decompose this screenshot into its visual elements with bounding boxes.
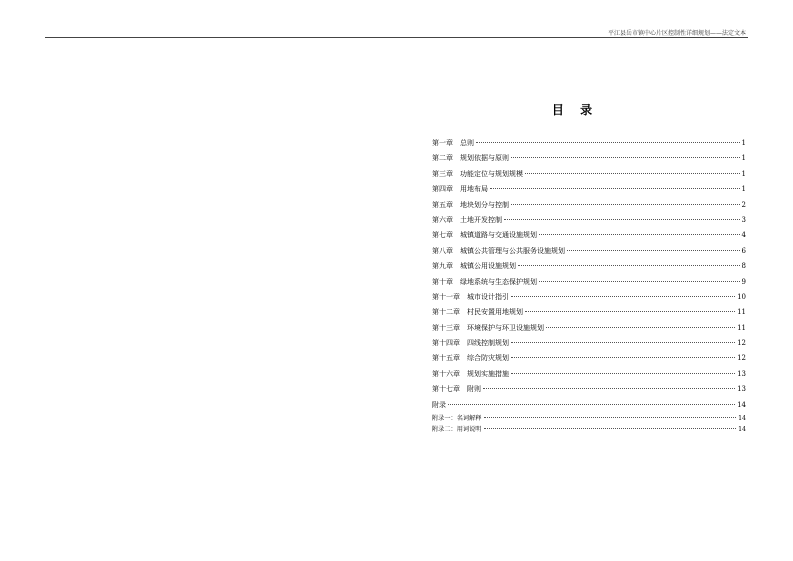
toc-dot-leader [483,388,735,389]
toc-entry[interactable] [432,182,746,197]
toc-dot-leader [518,265,740,266]
toc-entry[interactable] [432,167,746,182]
toc-dot-leader [525,173,740,174]
toc-dot-leader [511,357,735,358]
toc-entry-appendix[interactable] [432,398,746,413]
toc-dot-leader [484,417,737,418]
toc-entry[interactable] [432,136,746,151]
toc-chapter-number: 第一章 [432,139,453,147]
toc-entry[interactable] [432,321,746,336]
toc-chapter-title: 城市设计指引 [467,292,509,301]
toc-chapter-number: 第六章 [432,215,453,224]
toc-page-number: 3 [741,215,746,224]
toc-chapter-number: 第九章 [432,262,453,271]
toc-chapter-number: 第四章 [432,185,453,194]
toc-dot-leader [504,219,740,220]
toc-chapter-title: 城镇公用设施规划 [460,262,516,271]
toc-chapter-number: 第五章 [432,200,453,209]
toc-dot-leader [490,188,740,189]
toc-chapter-title: 规划实施措施 [467,369,509,378]
toc-chapter-title: 城镇道路与交通设施规划 [460,231,537,240]
toc-chapter-number: 第十二章 [432,308,460,317]
toc-page-number: 9 [741,277,746,286]
toc-page-number: 1 [741,139,746,147]
toc-entry[interactable] [432,151,746,166]
toc-dot-leader [539,281,740,282]
toc-dot-leader [484,428,737,429]
toc-page-number: 13 [737,369,746,378]
toc-chapter-title: 功能定位与规划规模 [460,169,523,178]
toc-chapter-number: 第二章 [432,154,453,163]
toc-subentry[interactable] [432,424,746,435]
toc-chapter-number: 第十一章 [432,292,460,301]
toc-page-number: 13 [737,385,746,394]
toc-dot-leader [546,327,735,328]
toc-chapter-number: 第七章 [432,231,453,240]
toc-chapter-number: 第十六章 [432,369,460,378]
toc-chapter-number: 第八章 [432,246,453,255]
toc-chapter-title: 绿地系统与生态保护规划 [460,277,537,286]
toc-entry[interactable] [432,305,746,320]
header-rule [45,37,748,38]
toc-page-number: 2 [741,200,746,209]
toc-chapter-title: 用地布局 [460,185,488,194]
toc-chapter-title: 环境保护与环卫设施规划 [467,323,544,332]
toc-page-number: 1 [741,169,746,178]
toc-chapter-title: 规划依据与原则 [460,154,509,163]
toc-page-number: 1 [741,185,746,194]
toc-page-number: 11 [737,308,746,317]
toc-entry[interactable] [432,336,746,351]
toc-chapter-title: 附则 [467,385,481,394]
toc-page-number: 12 [737,339,746,348]
toc-chapter-title: 四线控制规划 [467,339,509,348]
toc-dot-leader [511,296,735,297]
toc-dot-leader [476,142,740,143]
toc-chapter-title: 村民安置用地规划 [467,308,523,317]
toc-entry[interactable] [432,382,746,397]
toc-page-number: 6 [741,246,746,255]
toc-chapter-title: 地块划分与控制 [460,200,509,209]
toc-page-number: 11 [737,323,746,332]
toc-chapter-number: 第三章 [432,169,453,178]
toc-chapter-number: 第十五章 [432,354,460,363]
toc-entry[interactable] [432,367,746,382]
toc-dot-leader [511,157,740,158]
toc-page-number: 1 [741,154,746,163]
toc-chapter-title: 附录 [432,400,446,409]
toc-dot-leader [539,234,740,235]
toc-chapter-title: 城镇公共管理与公共服务设施规划 [460,246,565,255]
toc-page-number: 10 [737,292,746,301]
toc-chapter-title: 土地开发控制 [460,215,502,224]
toc-entry[interactable] [432,244,746,259]
toc-chapter-title: 综合防灾规划 [467,354,509,363]
toc-dot-leader [511,204,740,205]
toc-entry[interactable] [432,228,746,243]
toc-entry[interactable] [432,198,746,213]
toc-subentry[interactable] [432,413,746,424]
toc-dot-leader [525,311,735,312]
toc-chapter-number: 第十三章 [432,323,460,332]
table-of-contents [432,136,746,435]
toc-entry[interactable] [432,351,746,366]
running-header: 平江县岳市镇中心片区控制性详细规划——法定文本 [607,30,746,37]
toc-chapter-number: 第十四章 [432,339,460,348]
toc-page-number: 12 [737,354,746,363]
toc-title: 目 录 [551,103,599,117]
toc-entry[interactable] [432,213,746,228]
toc-page-number: 8 [741,262,746,271]
toc-page-number: 14 [737,400,746,409]
toc-dot-leader [448,404,735,405]
toc-entry[interactable] [432,275,746,290]
toc-chapter-number: 第十章 [432,277,453,286]
toc-dot-leader [511,342,735,343]
toc-dot-leader [511,373,735,374]
toc-chapter-number: 第十七章 [432,385,460,394]
toc-entry[interactable] [432,290,746,305]
toc-page-number: 4 [741,231,746,240]
toc-entry[interactable] [432,259,746,274]
toc-chapter-title: 总则 [460,139,474,147]
toc-page-number: 14 [738,426,746,434]
toc-page-number: 14 [738,415,746,423]
toc-subentry-title: 附录二：用词说明 [432,426,482,434]
toc-dot-leader [567,250,740,251]
toc-subentry-title: 附录一：名词解释 [432,415,482,423]
